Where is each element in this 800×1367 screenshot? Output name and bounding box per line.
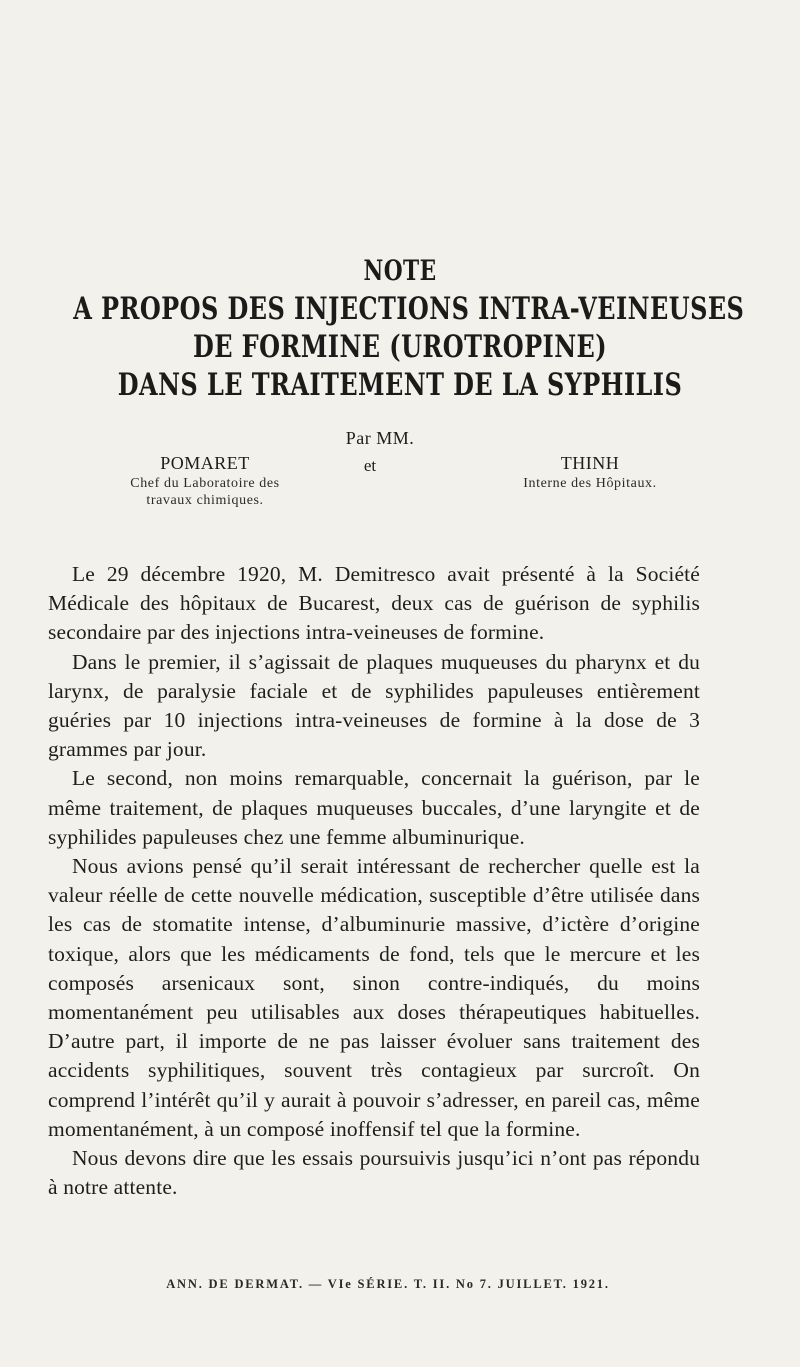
byline-conjunction: et: [363, 456, 377, 475]
author-pomaret: [100, 455, 310, 509]
paragraph: Le 29 décembre 1920, M. Demitresco avait présenté à la Société Médicale des hôpitaux de Bucarest, deux cas de guérison de syphilis secondaire par des injections intra-veineuses de formine.: [48, 562, 700, 645]
author-name: THINH: [560, 453, 620, 473]
journal-running-footer: ANN. DE DERMAT. — VIe SÉRIE. T. II. No 7. JUILLET. 1921.: [166, 1277, 610, 1291]
paragraph: Le second, non moins remarquable, concernait la guérison, par le même traitement, de plaques muqueuses buccales, d’une laryngite et de syphilides papuleuses chez une femme albuminurique.: [48, 766, 700, 849]
author-thinh: [490, 455, 690, 492]
paragraph: Dans le premier, il s’agissait de plaques muqueuses du pharynx et du larynx, de paralysie faciale et de syphilides papuleuses entièrement guéries par 10 injections intra-veineuses de formine à la dose de 3 grammes par jour.: [48, 649, 700, 762]
paragraph: Nous devons dire que les essais poursuivis jusqu’ici n’ont pas répondu à notre attente.: [48, 1146, 700, 1200]
author-name: POMARET: [160, 453, 250, 473]
author-role: Chef du Laboratoire des: [130, 476, 280, 491]
paragraph: Nous avions pensé qu’il serait intéressant de rechercher quelle est la valeur réelle de cette nouvelle médication, susceptible d’être utilisée dans les cas de stomatite intense, d’albuminurie massive, d’ictère d’origine toxique, alors que les médicaments de fond, tels que le mercure et les composés arsenicaux sont, sinon contre-indiqués, du moins momentanément peu utilisables aux doses thérapeutiques habituelles. D’autre part, il importe de ne pas laisser évoluer sans traitement des accidents syphilitiques, souvent très contagieux par surcroît. On comprend l’intérêt qu’il y aurait à pouvoir s’adresser, en pareil cas, même momentanément, à un composé inoffensif tel que la formine.: [48, 854, 700, 1141]
author-role: Interne des Hôpitaux.: [523, 476, 657, 491]
author-role: travaux chimiques.: [146, 493, 264, 508]
title-line: DANS LE TRAITEMENT DE LA SYPHILIS: [117, 367, 683, 403]
byline-par: Par MM.: [345, 428, 415, 448]
article-title: [20, 252, 780, 404]
article-body: [48, 560, 700, 1202]
title-line: A PROPOS DES INJECTIONS INTRA-VEINEUSES: [73, 291, 745, 327]
title-line: DE FORMINE (UROTROPINE): [192, 329, 608, 365]
title-line: NOTE: [363, 254, 437, 287]
